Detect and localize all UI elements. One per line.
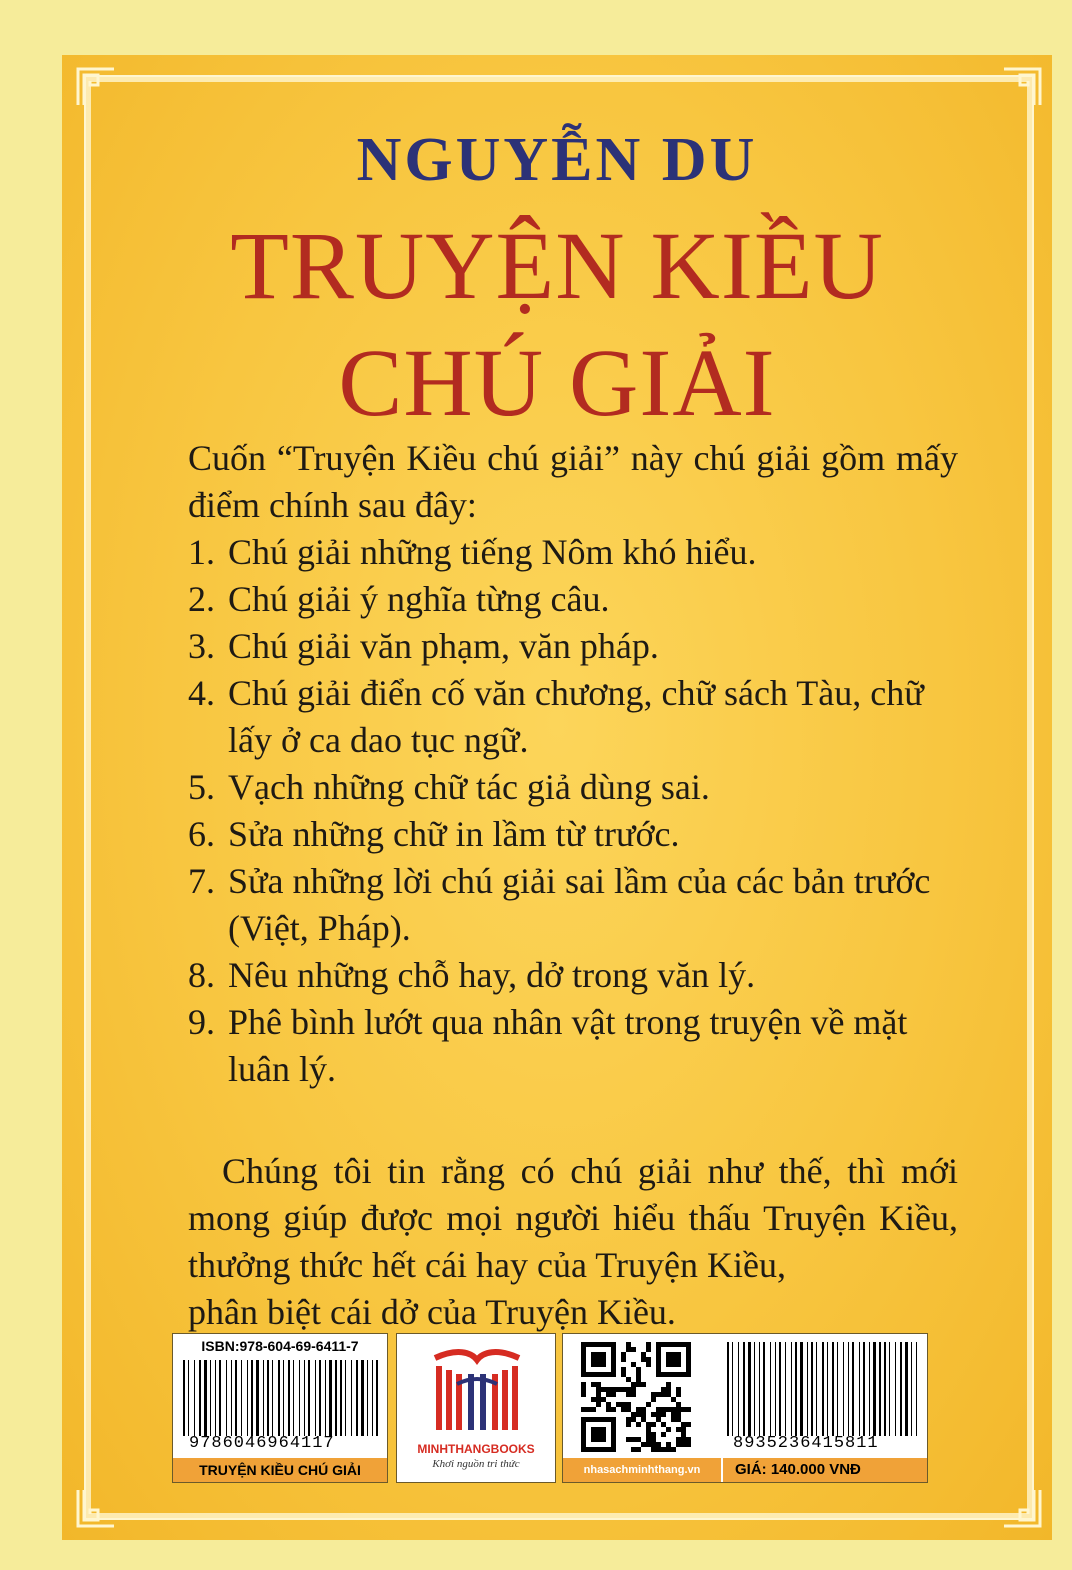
item-text: Chú giải những tiếng Nôm khó hiểu.	[228, 532, 757, 572]
corner-ornament-icon	[74, 1488, 116, 1530]
item-number: 1.	[188, 532, 215, 572]
list-item	[188, 576, 958, 623]
item-number: 3.	[188, 626, 215, 666]
item-text: Sửa những chữ in lầm từ trước.	[228, 814, 680, 854]
item-number: 2.	[188, 579, 215, 619]
closing-paragraph	[188, 1148, 958, 1336]
corner-ornament-icon	[1002, 1488, 1044, 1530]
publisher-slogan: Khơi nguồn tri thức	[432, 1458, 520, 1470]
qr-code-icon	[581, 1342, 691, 1452]
list-item	[188, 764, 958, 811]
item-number: 8.	[188, 955, 215, 995]
closing-text-last-line: phân biệt cái dở của Truyện Kiều.	[188, 1292, 676, 1332]
publisher-brand: MINHTHANGBOOKS	[417, 1442, 535, 1456]
list-item	[188, 811, 958, 858]
price-label: GIÁ: 140.000 VNĐ	[723, 1458, 927, 1482]
publisher-logo-box	[396, 1333, 556, 1483]
item-text: Chú giải điển cố văn chương, chữ sách Tàu, chữ lấy ở ca dao tục ngữ.	[228, 673, 924, 760]
book-title-line-1: TRUYỆN KIỀU	[230, 212, 884, 319]
item-text: Phê bình lướt qua nhân vật trong truyện về mặt luân lý.	[228, 1002, 908, 1089]
book-back-cover	[62, 55, 1052, 1540]
isbn-label: ISBN:978-604-69-6411-7	[201, 1338, 359, 1354]
item-text: Chú giải ý nghĩa từng câu.	[228, 579, 610, 619]
intro-paragraph: Cuốn “Truyện Kiều chú giải” này chú giải gồm mấy điểm chính sau đây:	[188, 438, 958, 525]
isbn-barcode-number: 9786046964117	[189, 1434, 335, 1453]
corner-ornament-icon	[74, 65, 116, 107]
isbn-barcode-box	[172, 1333, 388, 1483]
closing-text: Chúng tôi tin rằng có chú giải như thế, thì mới mong giúp được mọi người hiểu thấu Truyện Kiều, thưởng thức hết cái hay của Truyện Kiều,	[188, 1151, 958, 1285]
list-item	[188, 952, 958, 999]
list-item	[188, 529, 958, 576]
book-title-line-2: CHÚ GIẢI	[338, 329, 776, 436]
item-number: 4.	[188, 673, 215, 713]
item-number: 6.	[188, 814, 215, 854]
book-label-band: TRUYỆN KIỀU CHÚ GIẢI	[173, 1458, 387, 1482]
list-item	[188, 858, 958, 952]
publisher-website: nhasachminhthang.vn	[563, 1458, 721, 1482]
corner-ornament-icon	[1002, 65, 1044, 107]
item-number: 9.	[188, 1002, 215, 1042]
item-text: Vạch những chữ tác giả dùng sai.	[228, 767, 710, 807]
item-text: Sửa những lời chú giải sai lầm của các bản trước (Việt, Pháp).	[228, 861, 931, 948]
barcode-icon	[183, 1360, 379, 1436]
list-item	[188, 623, 958, 670]
item-number: 7.	[188, 861, 215, 901]
price-barcode-number: 8935236415811	[733, 1434, 879, 1453]
price-barcode-box	[562, 1333, 928, 1483]
item-text: Nêu những chỗ hay, dở trong văn lý.	[228, 955, 756, 995]
item-number: 5.	[188, 767, 215, 807]
barcode-icon	[727, 1342, 917, 1436]
book-logo-icon	[427, 1344, 527, 1440]
list-item	[188, 999, 958, 1093]
list-item	[188, 670, 958, 764]
item-text: Chú giải văn phạm, văn pháp.	[228, 626, 659, 666]
author-name: NGUYỄN DU	[356, 126, 758, 194]
key-points-list	[188, 529, 958, 1093]
